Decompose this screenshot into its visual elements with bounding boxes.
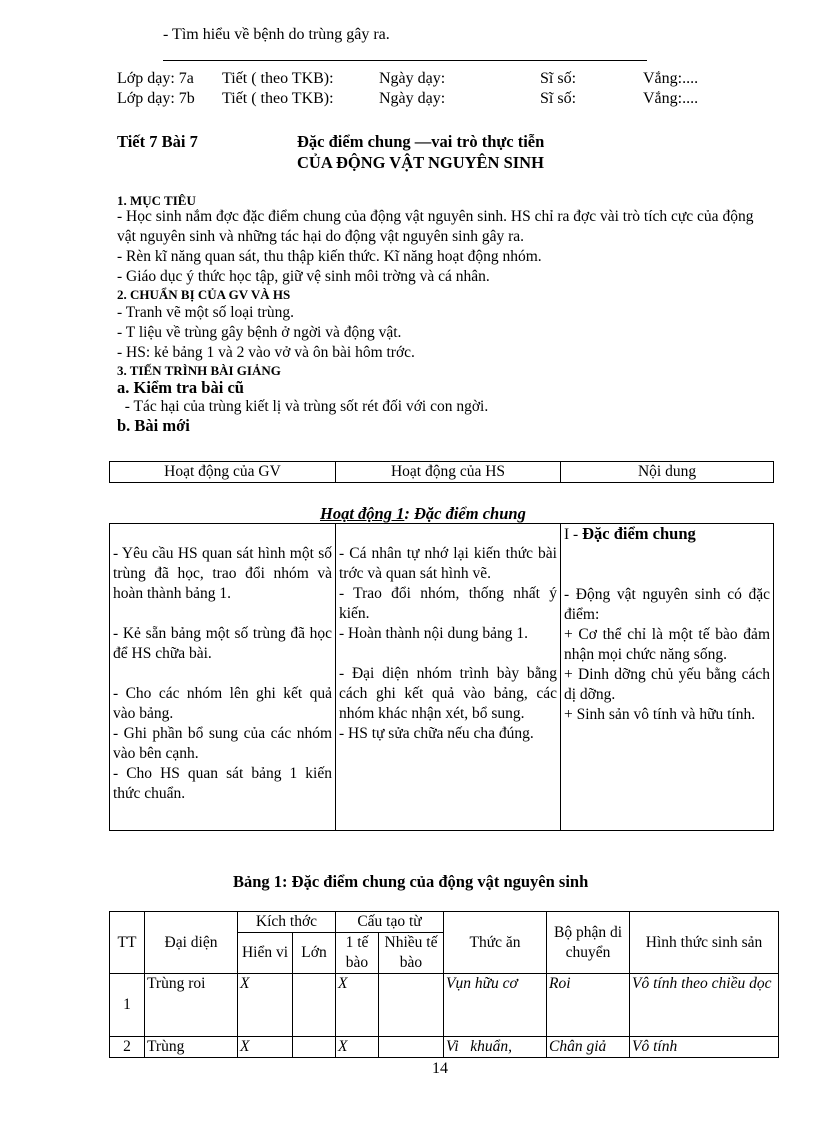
gv-item: - Kẻ sẵn bảng một số trùng đã học để HS chữa bài.: [113, 625, 332, 662]
class-7a-period: Tiết ( theo TKB):: [222, 70, 334, 87]
col-structure: Cấu tạo từ: [336, 912, 444, 933]
class-7b-absent: Vắng:....: [643, 90, 699, 107]
content-item: + Sinh sản vô tính và hữu tính.: [564, 706, 756, 723]
review-heading: a. Kiểm tra bài cũ: [117, 378, 244, 397]
header-content: Nội dung: [561, 462, 774, 483]
col-large: Lớn: [293, 933, 336, 974]
col-multi-cell: Nhiều tế bào: [379, 933, 444, 974]
col-food: Thức ăn: [444, 912, 547, 974]
activity-table: [109, 523, 774, 831]
activity-title-name: : Đặc điểm chung: [404, 504, 526, 523]
row1-single-cell: X: [336, 974, 379, 1037]
col-reproduction: Hình thức sinh sản: [630, 912, 779, 974]
content-heading-text: Đặc điểm chung: [582, 524, 696, 543]
content-item: - Động vật nguyên sinh có đặc điểm:: [564, 586, 770, 623]
row1-tt: 1: [110, 974, 145, 1037]
preparation-3: - HS: kẻ bảng 1 và 2 vào vở và ôn bài hôm trớc.: [117, 344, 415, 361]
row2-locomotion: Chân giả: [547, 1037, 630, 1058]
row2-reproduction: Vô tính: [630, 1037, 779, 1058]
lesson-subtitle: CỦA ĐỘNG VẬT NGUYÊN SINH: [297, 153, 544, 172]
gv-item: - Cho các nhóm lên ghi kết quả vào bảng.: [113, 685, 332, 722]
class-7a-count: Sĩ số:: [540, 70, 577, 87]
gv-item: - Cho HS quan sát bảng 1 kiến thức chuẩn.: [113, 765, 332, 802]
row2-tt: 2: [110, 1037, 145, 1058]
col-size: Kích thớc: [238, 912, 336, 933]
row1-name: Trùng roi: [145, 974, 238, 1037]
review-question: - Tác hại của trùng kiết lị và trùng sốt rét đối với con ngời.: [117, 398, 489, 415]
objective-3: - Giáo dục ý thức học tập, giữ vệ sinh môi trờng và cá nhân.: [117, 268, 490, 285]
class-7a-date: Ngày dạy:: [379, 70, 446, 87]
gv-item: - Ghi phần bổ sung của các nhóm vào bên cạnh.: [113, 725, 332, 762]
class-7a-absent: Vắng:....: [643, 70, 699, 87]
table1-title: Bảng 1: Đặc điểm chung của động vật nguyên sinh: [233, 872, 589, 891]
characteristics-table: [109, 911, 779, 1058]
objectives-section: [117, 191, 767, 435]
row1-multi-cell: [379, 974, 444, 1037]
col-locomotion: Bộ phận di chuyển: [547, 912, 630, 974]
objective-2: - Rèn kĩ năng quan sát, thu thập kiến thức. Kĩ năng hoạt động nhóm.: [117, 248, 542, 265]
divider: [163, 60, 647, 61]
content-heading: [564, 524, 770, 545]
activity-title-number: Hoạt động 1: [320, 504, 405, 523]
row2-food: Vi khuẩn,: [444, 1037, 547, 1058]
content-item: + Cơ thể chỉ là một tế bào đảm nhận mọi chức năng sống.: [564, 626, 770, 663]
hs-item: - Cá nhân tự nhớ lại kiến thức bài trớc và quan sát hình vẽ.: [339, 545, 557, 582]
lesson-title: Đặc điểm chung —vai trò thực tiễn: [297, 132, 545, 151]
content-column: [561, 524, 774, 831]
row2-large: [293, 1037, 336, 1058]
gv-item: - Yêu cầu HS quan sát hình một số trùng đã học, trao đổi nhóm và hoàn thành bảng 1.: [113, 545, 332, 602]
content-item: + Dinh dỡng chủ yếu bằng cách dị dỡng.: [564, 666, 770, 703]
activity-header-table: [109, 461, 774, 483]
preparation-heading: 2. CHUẨN BỊ CỦA GV VÀ HS: [117, 287, 291, 302]
col-tt: TT: [110, 912, 145, 974]
row2-name: Trùng: [145, 1037, 238, 1058]
hs-item: - HS tự sửa chữa nếu cha đúng.: [339, 725, 534, 742]
row2-single-cell: X: [336, 1037, 379, 1058]
row1-food: Vụn hữu cơ: [444, 974, 547, 1037]
row1-microscopic: X: [238, 974, 293, 1037]
col-microscopic: Hiển vi: [238, 933, 293, 974]
row1-reproduction: Vô tính theo chiều dọc: [630, 974, 779, 1037]
hs-item: - Đại diện nhóm trình bày bằng cách ghi kết quả vào bảng, các nhóm khác nhận xét, bổ sung.: [339, 665, 557, 722]
objective-1: - Học sinh nắm đợc đặc điểm chung của động vật nguyên sinh. HS chỉ ra đợc vài trò tích cực của động vật nguyên sinh và những tác hại do động vật nguyên sinh gây ra.: [117, 208, 754, 245]
row2-multi-cell: [379, 1037, 444, 1058]
class-7b-period: Tiết ( theo TKB):: [222, 90, 334, 107]
class-7b-label: Lớp dạy: 7b: [117, 90, 195, 107]
row2-microscopic: X: [238, 1037, 293, 1058]
class-7a-label: Lớp dạy: 7a: [117, 70, 194, 87]
header-hs: Hoạt động của HS: [336, 462, 561, 483]
hs-item: - Hoàn thành nội dung bảng 1.: [339, 625, 528, 642]
class-7b-date: Ngày dạy:: [379, 90, 446, 107]
preparation-1: - Tranh vẽ một số loại trùng.: [117, 304, 294, 321]
process-heading: 3. TIẾN TRÌNH BÀI GIẢNG: [117, 363, 281, 378]
col-representative: Đại diện: [145, 912, 238, 974]
top-line: - Tìm hiểu về bệnh do trùng gây ra.: [163, 26, 390, 43]
activity-title: [320, 504, 526, 524]
hs-item: - Trao đổi nhóm, thống nhất ý kiến.: [339, 585, 557, 622]
hs-column: [336, 524, 561, 831]
class-7b-count: Sĩ số:: [540, 90, 577, 107]
preparation-2: - T liệu về trùng gây bệnh ở ngời và động vật.: [117, 324, 402, 341]
header-gv: Hoạt động của GV: [110, 462, 336, 483]
content-heading-prefix: I -: [564, 526, 583, 543]
col-single-cell: 1 tế bào: [336, 933, 379, 974]
lesson-code: Tiết 7 Bài 7: [117, 132, 198, 151]
objectives-heading: 1. MỤC TIÊU: [117, 193, 196, 208]
page-number: 14: [432, 1060, 448, 1077]
row1-large: [293, 974, 336, 1037]
gv-column: [110, 524, 336, 831]
row1-locomotion: Roi: [547, 974, 630, 1037]
new-lesson-heading: b. Bài mới: [117, 416, 190, 435]
